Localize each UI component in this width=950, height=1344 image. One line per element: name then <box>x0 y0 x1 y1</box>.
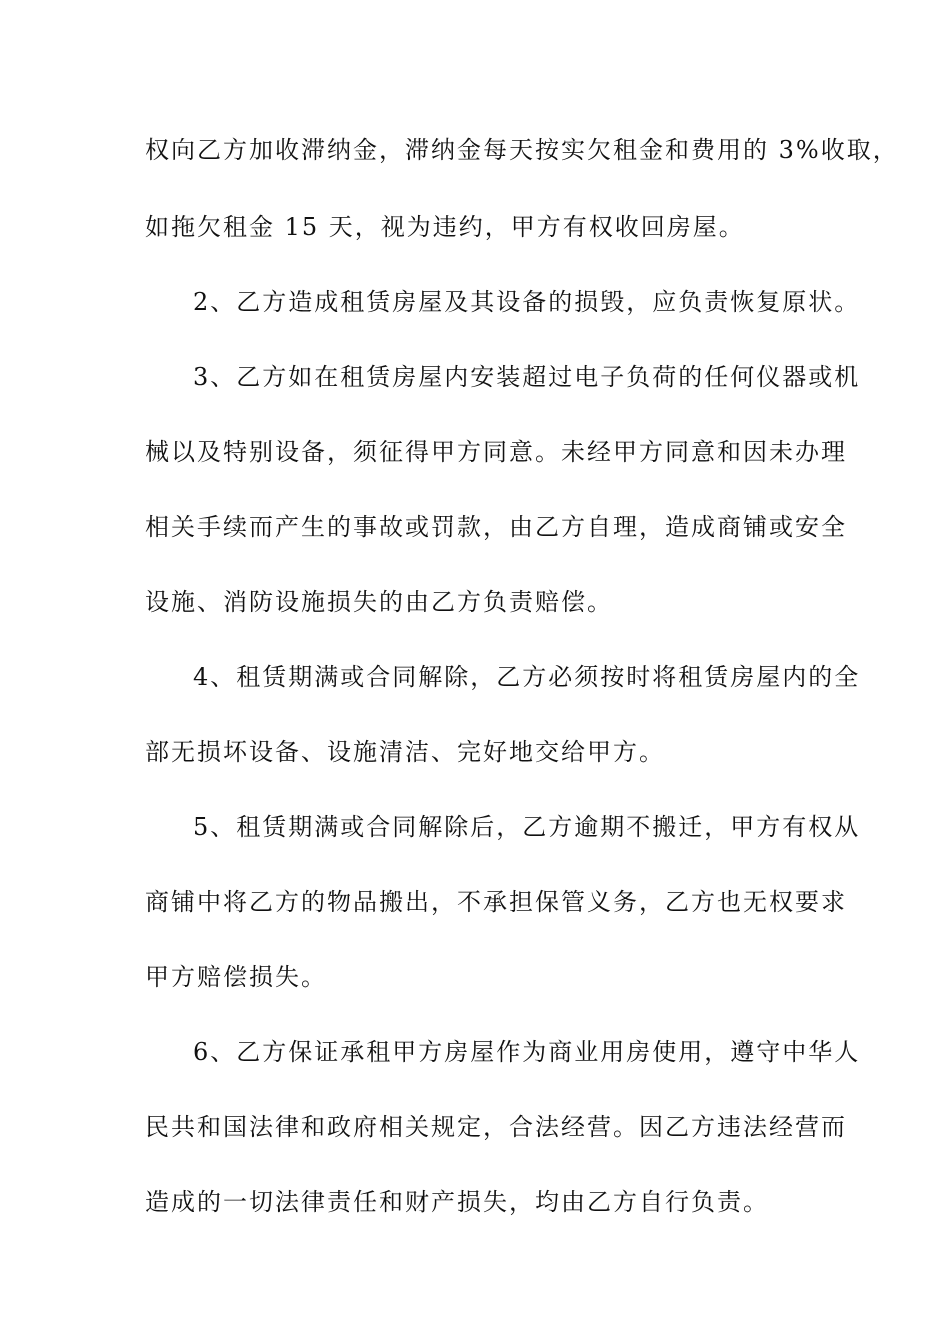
paragraph-4-line: 4、租赁期满或合同解除，乙方必须按时将租赁房屋内的全 <box>193 663 861 691</box>
text-line: 民共和国法律和政府相关规定，合法经营。因乙方违法经营而 <box>145 1113 847 1141</box>
paragraph-2-line: 2、乙方造成租赁房屋及其设备的损毁，应负责恢复原状。 <box>193 288 861 316</box>
paragraph-6-line: 6、乙方保证承租甲方房屋作为商业用房使用，遵守中华人 <box>193 1038 861 1066</box>
text-line: 权向乙方加收滞纳金，滞纳金每天按实欠租金和费用的 3%收取， <box>145 136 899 164</box>
text-line: 械以及特别设备，须征得甲方同意。未经甲方同意和因未办理 <box>145 438 847 466</box>
text-line: 商铺中将乙方的物品搬出，不承担保管义务，乙方也无权要求 <box>145 888 847 916</box>
text-line: 甲方赔偿损失。 <box>145 963 327 991</box>
text-line: 相关手续而产生的事故或罚款，由乙方自理，造成商铺或安全 <box>145 513 847 541</box>
paragraph-5-line: 5、租赁期满或合同解除后，乙方逾期不搬迁，甲方有权从 <box>193 813 861 841</box>
text-line: 设施、消防设施损失的由乙方负责赔偿。 <box>145 588 613 616</box>
text-line: 部无损坏设备、设施清洁、完好地交给甲方。 <box>145 738 665 766</box>
text-line: 如拖欠租金 15 天，视为违约，甲方有权收回房屋。 <box>145 213 745 241</box>
paragraph-3-line: 3、乙方如在租赁房屋内安装超过电子负荷的任何仪器或机 <box>193 363 861 391</box>
text-line: 造成的一切法律责任和财产损失，均由乙方自行负责。 <box>145 1188 769 1216</box>
